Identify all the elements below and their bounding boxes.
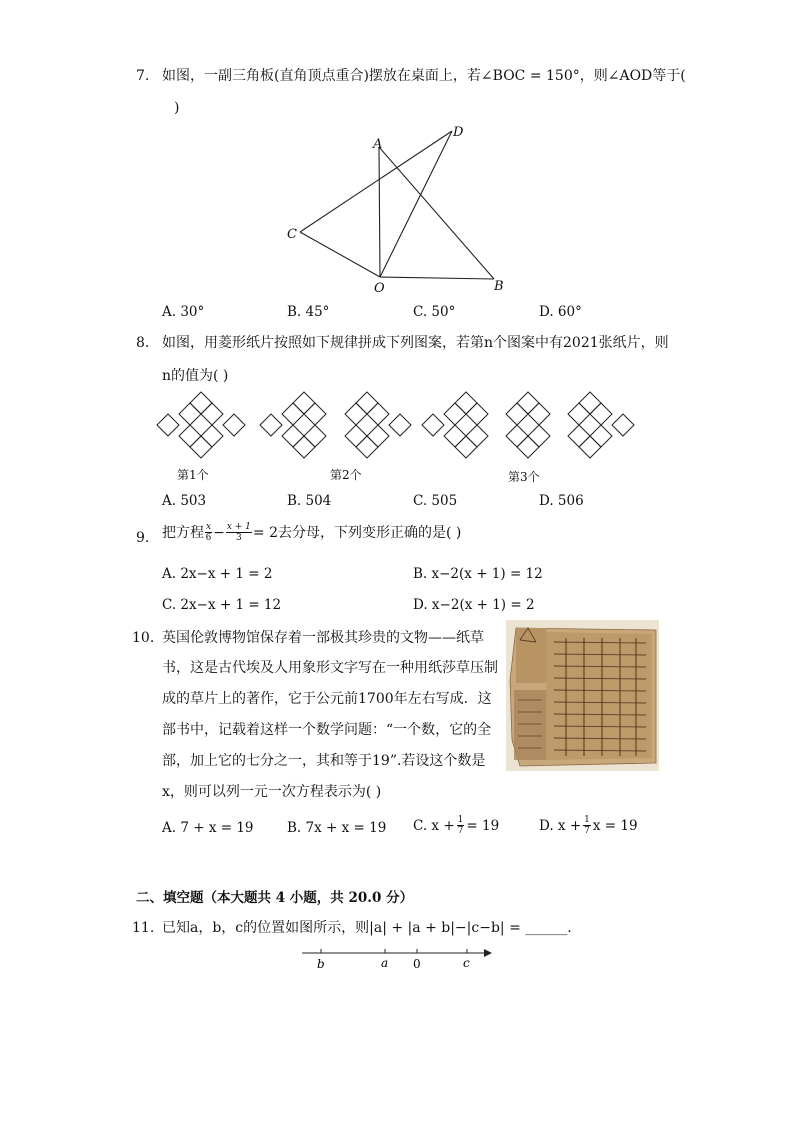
rhombus-p3-u1-ll [444, 425, 466, 447]
axis-arrow-icon [484, 949, 492, 957]
rhombus-p1-u1-ul [179, 403, 201, 425]
rhombus-p2-u2-ul [345, 403, 367, 425]
q10-line-3: 成的草片上的著作，它于公元前1700年左右写成．这 [162, 691, 492, 707]
rhombus-p2-u2-ur [367, 403, 389, 425]
q8-stem-2: n的值为( ) [162, 368, 229, 384]
q9-stem-post: = 2去分母，下列变形正确的是( ) [252, 524, 462, 541]
q9-option-d: D. x−2(x + 1) = 2 [413, 597, 535, 613]
q7-triangle-figure [280, 118, 520, 298]
rhombus-p2-u2-bottom [356, 436, 378, 458]
rhombus-p1-u1-top [190, 392, 212, 414]
rhombus-p2-u2-lr [367, 425, 389, 447]
rhombus-p3-u2-bottom [517, 436, 539, 458]
q8-caption-3: 第3个 [508, 470, 540, 484]
line-OD [380, 131, 452, 277]
q7-stem: 如图，一副三角板(直角顶点重合)摆放在桌面上，若∠BOC = 150°，则∠AOD等于( [162, 68, 686, 84]
rhombus-p2-right [389, 414, 411, 436]
q7-option-a: A. 30° [162, 304, 205, 320]
papyrus-image [506, 620, 659, 771]
q9-fraction-2 [226, 522, 252, 543]
rhombus-p3-u1-lr [466, 425, 488, 447]
q9-frac2-num: x + 1 [226, 522, 251, 532]
label-A: A [373, 137, 383, 152]
q10-line-1: 英国伦敦博物馆保存着一部极其珍贵的文物——纸草 [162, 630, 484, 646]
rhombus-p2-left [260, 414, 282, 436]
rhombus-p2-u1-lr [304, 425, 326, 447]
section-2-title: 二、填空题（本大题共 4 小题，共 20.0 分） [136, 890, 414, 906]
rhombus-p3-u1-top [455, 392, 477, 414]
q10-option-a: A. 7 + x = 19 [162, 820, 254, 836]
q10-line-2: 书，这是古代埃及人用象形文字写在一种用纸莎草压制 [162, 660, 498, 676]
q9-minus: − [213, 524, 225, 541]
rhombus-p3-u3-lr [590, 425, 612, 447]
q10-line-4: 部书中，记载着这样一个数学问题：“一个数，它的全 [162, 722, 492, 738]
rhombus-p3-u3-top [579, 392, 601, 414]
q8-number: 8. [136, 335, 150, 351]
q9-stem [162, 522, 461, 543]
q9-option-c: C. 2x−x + 1 = 12 [162, 597, 282, 613]
rhombus-p3-u2-ur [528, 403, 550, 425]
line-OB [380, 277, 494, 279]
label-B: B [494, 279, 504, 294]
rhombus-p3-u3-ur [590, 403, 612, 425]
q10-option-d-fraction [583, 815, 591, 836]
q8-option-b: B. 504 [287, 493, 332, 509]
q9-option-a: A. 2x−x + 1 = 2 [162, 566, 273, 582]
q11-number-line [296, 945, 496, 973]
q8-rhombus-patterns [150, 390, 650, 460]
rhombus-p3-u1-ur [466, 403, 488, 425]
rhombus-p2-u2-ll [345, 425, 367, 447]
rhombus-p3-u2-ul [506, 403, 528, 425]
rhombus-p1-u1-lr [201, 425, 223, 447]
q10-line-6: x，则可以列一元一次方程表示为( ) [162, 784, 382, 800]
q9-frac1-num: x [206, 522, 212, 532]
q7-option-b: B. 45° [287, 304, 330, 320]
q9-stem-pre: 把方程 [162, 524, 204, 541]
axis-label-b: b [317, 957, 325, 971]
label-C: C [287, 227, 297, 242]
q10-option-d-post: x = 19 [592, 817, 638, 834]
q8-option-a: A. 503 [162, 493, 207, 509]
line-CO [300, 232, 380, 277]
rhombus-p3-u3-ll [568, 425, 590, 447]
rhombus-p1-right [223, 414, 245, 436]
rhombus-p3-right [612, 414, 634, 436]
q10-option-c [413, 815, 499, 836]
rhombus-p1-u1-bottom [190, 436, 212, 458]
q9-frac1-den: 6 [205, 533, 212, 543]
q10-option-d-pre: D. x + [539, 817, 582, 834]
line-AB [379, 147, 494, 279]
q9-fraction-1 [205, 522, 212, 543]
rhombus-p2-u1-ll [282, 425, 304, 447]
rhombus-p3-u2-lr [528, 425, 550, 447]
q9-frac2-den: 3 [235, 533, 242, 543]
rhombus-p3-u1-bottom [455, 436, 477, 458]
rhombus-p2-u1-bottom [293, 436, 315, 458]
rhombus-p1-u1-ur [201, 403, 223, 425]
rhombus-p2-u2-top [356, 392, 378, 414]
q10-number: 10. [132, 630, 155, 646]
q10-option-d [539, 815, 638, 836]
rhombus-p3-left [422, 414, 444, 436]
line-AO [379, 147, 380, 277]
axis-label-c: c [463, 956, 470, 970]
q7-stem-close: ) [174, 100, 180, 116]
label-O: O [374, 281, 385, 296]
q7-option-d: D. 60° [539, 304, 582, 320]
q9-number: 9. [136, 530, 150, 546]
q10-option-c-fraction [457, 815, 465, 836]
q10-c-num: 1 [457, 815, 464, 825]
rhombus-p1-left [157, 414, 179, 436]
rhombus-p2-u1-ul [282, 403, 304, 425]
q10-d-den: 7 [584, 826, 590, 836]
q11-stem: 已知a，b，c的位置如图所示，则|a| + |a + b|−|c−b| = ______. [162, 920, 572, 936]
q11-number: 11. [132, 920, 155, 936]
q8-stem: 如图，用菱形纸片按照如下规律拼成下列图案，若第n个图案中有2021张纸片，则 [162, 335, 669, 351]
q8-caption-2: 第2个 [330, 468, 362, 482]
q8-option-c: C. 505 [413, 493, 458, 509]
rhombus-p2-u1-ur [304, 403, 326, 425]
q10-c-den: 7 [457, 826, 464, 836]
rhombus-p3-u3-ul [568, 403, 590, 425]
label-D: D [453, 125, 464, 140]
q10-option-c-post: = 19 [466, 817, 500, 834]
axis-label-0: 0 [413, 957, 421, 971]
q7-option-c: C. 50° [413, 304, 456, 320]
q7-number: 7. [136, 68, 150, 84]
rhombus-p2-u1-top [293, 392, 315, 414]
q8-option-d: D. 506 [539, 493, 584, 509]
rhombus-p3-u2-top [517, 392, 539, 414]
q10-d-num: 1 [584, 815, 590, 825]
q8-caption-1: 第1个 [177, 468, 209, 482]
q10-line-5: 部，加上它的七分之一，其和等于19”.若设这个数是 [162, 753, 486, 769]
rhombus-p3-u2-ll [506, 425, 528, 447]
q10-option-c-pre: C. x + [413, 817, 455, 834]
rhombus-p3-u3-bottom [579, 436, 601, 458]
q9-option-b: B. x−2(x + 1) = 12 [413, 566, 543, 582]
q10-option-b: B. 7x + x = 19 [287, 820, 387, 836]
rhombus-p1-u1-ll [179, 425, 201, 447]
rhombus-p3-u1-ul [444, 403, 466, 425]
axis-label-a: a [381, 956, 389, 970]
